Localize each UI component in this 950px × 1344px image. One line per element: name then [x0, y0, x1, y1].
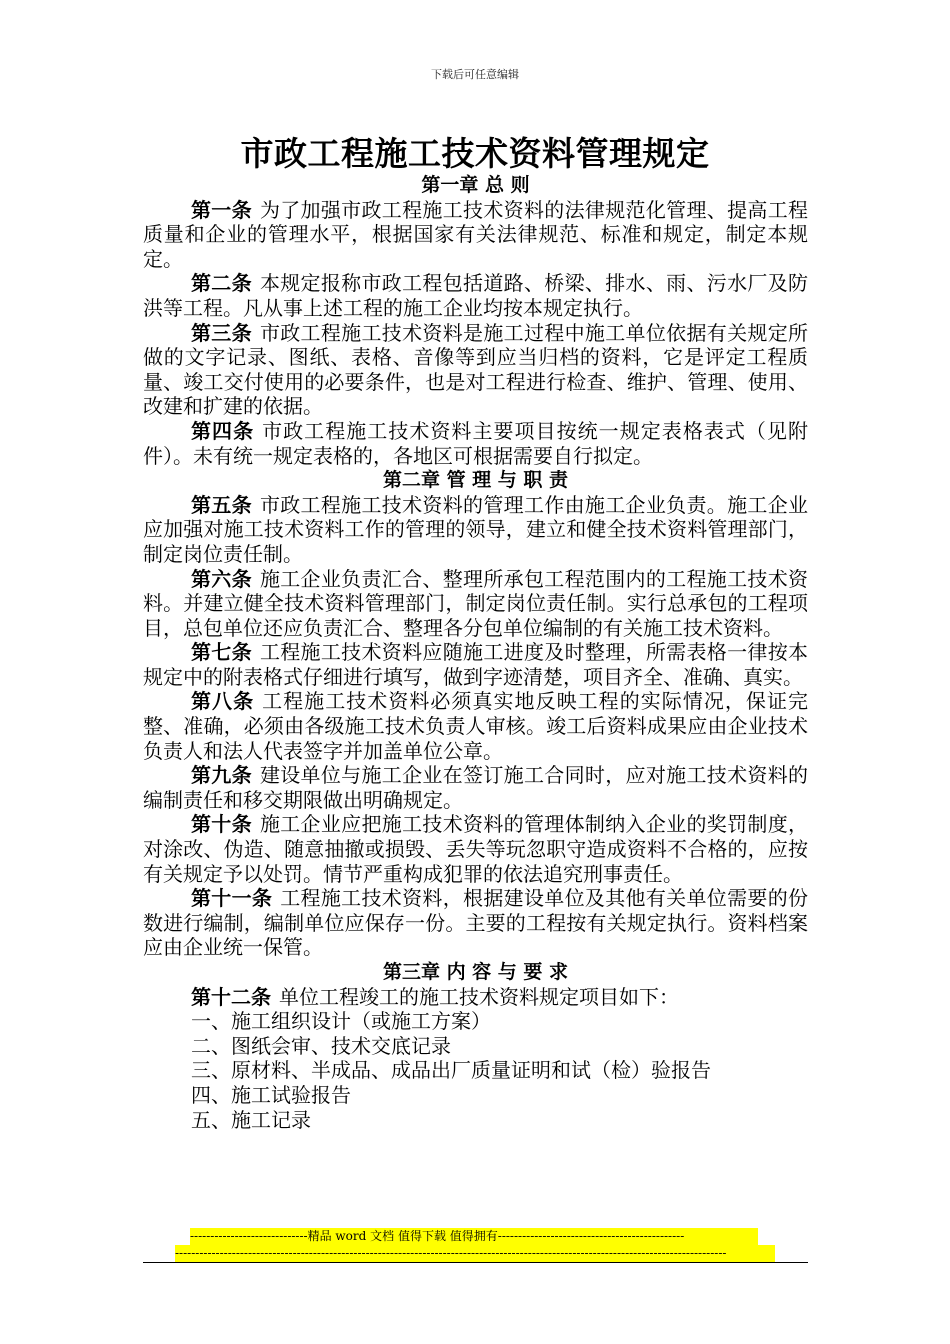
article-2	[143, 271, 808, 320]
list-item: 三、原材料、半成品、成品出厂质量证明和试（检）验报告	[191, 1058, 711, 1083]
list-item: 四、施工试验报告	[191, 1082, 351, 1107]
article-text: 单位工程竣工的施工技术资料规定项目如下：	[279, 984, 679, 1009]
chapter-1-heading: 第一章 总 则	[421, 174, 530, 196]
footer-rule	[143, 1262, 808, 1263]
article-number: 第四条	[191, 418, 255, 443]
article-9	[143, 763, 808, 812]
article-number: 第二条	[191, 271, 252, 296]
list-item: 一、施工组织设计（或施工方案）	[191, 1009, 491, 1034]
article-8	[143, 689, 808, 763]
article-text: 本规定报称市政工程包括道路、桥梁、排水、雨、污水厂及防洪等工程。凡从事上述工程的施工企业均按本规定执行。	[143, 271, 809, 320]
article-1	[143, 198, 808, 272]
article-10	[143, 812, 808, 886]
chapter-3-heading: 第三章 内 容 与 要 求	[382, 961, 569, 983]
article-11	[143, 886, 808, 960]
document-body	[143, 173, 808, 1132]
article-12	[143, 985, 808, 1010]
article-text: 施工企业应把施工技术资料的管理体制纳入企业的奖罚制度，对涂改、伪造、随意抽撤或损毁、丢失等玩忽职守造成资料不合格的，应按有关规定予以处罚。情节严重构成犯罪的依法追究刑事责任。	[143, 812, 809, 886]
article-text: 市政工程施工技术资料的管理工作由施工企业负责。施工企业应加强对施工技术资料工作的管理的领导，建立和健全技术资料管理部门，制定岗位责任制。	[143, 492, 809, 566]
article-text: 工程施工技术资料应随施工进度及时整理，所需表格一律按本规定中的附表格式仔细进行填写，做到字迹清楚，项目齐全、准确、真实。	[143, 640, 809, 689]
document-title: 市政工程施工技术资料管理规定	[240, 134, 710, 173]
article-text: 工程施工技术资料必须真实地反映工程的实际情况，保证完整、准确，必须由各级施工技术负责人审核。竣工后资料成果应由企业技术负责人和法人代表签字并加盖单位公章。	[143, 689, 809, 763]
chapter-2-heading: 第二章 管 理 与 职 责	[382, 469, 569, 492]
article-number: 第一条	[191, 197, 252, 222]
article-number: 第十条	[191, 812, 252, 837]
list-item: 二、图纸会审、技术交底记录	[191, 1033, 451, 1058]
article-7	[143, 640, 808, 689]
article-text: 市政工程施工技术资料是施工过程中施工单位依据有关规定所做的文字记录、图纸、表格、音像等到应当归档的资料，它是评定工程质量、竣工交付使用的必要条件，也是对工程进行检查、维护、管理、使用、改建和扩建的依据。	[143, 320, 809, 419]
article-4	[143, 419, 808, 468]
article-number: 第九条	[191, 763, 252, 788]
article-6	[143, 567, 808, 641]
article-3	[143, 321, 808, 419]
article-text: 市政工程施工技术资料主要项目按统一规定表格表式（见附件）。未有统一规定表格的，各地区可根据需要自行拟定。	[143, 418, 809, 468]
article-text: 建设单位与施工企业在签订施工合同时，应对施工技术资料的编制责任和移交期限做出明确规定。	[143, 763, 809, 812]
article-text: 为了加强市政工程施工技术资料的法律规范化管理、提高工程质量和企业的管理水平，根据国家有关法律规范、标准和规定，制定本规定。	[143, 197, 809, 271]
list-item: 五、施工记录	[191, 1107, 311, 1132]
footer-banner: -----------------------------精品 word 文档 值得下载 值得拥有----------------------------------------------	[190, 1228, 758, 1245]
article-number: 第七条	[191, 640, 252, 665]
article-number: 第八条	[191, 689, 255, 714]
article-number: 第十二条	[191, 984, 271, 1009]
article-number: 第六条	[191, 566, 252, 591]
article-number: 第五条	[191, 492, 252, 517]
article-text: 工程施工技术资料，根据建设单位及其他有关单位需要的份数进行编制，编制单位应保存一份。主要的工程按有关规定执行。资料档案应由企业统一保管。	[143, 886, 809, 960]
article-5	[143, 493, 808, 567]
footer-dash-line: ----------------------------------------------------------------------------------------------------------------------------------------	[175, 1245, 775, 1262]
article-number: 第十一条	[191, 886, 273, 911]
header-note: 下载后可任意编辑	[431, 68, 519, 81]
article-number: 第三条	[191, 320, 252, 345]
article-text: 施工企业负责汇合、整理所承包工程范围内的工程施工技术资料。并建立健全技术资料管理部门，制定岗位责任制。实行总承包的工程项目，总包单位还应负责汇合、整理各分包单位编制的有关施工技术资料。	[143, 566, 809, 640]
